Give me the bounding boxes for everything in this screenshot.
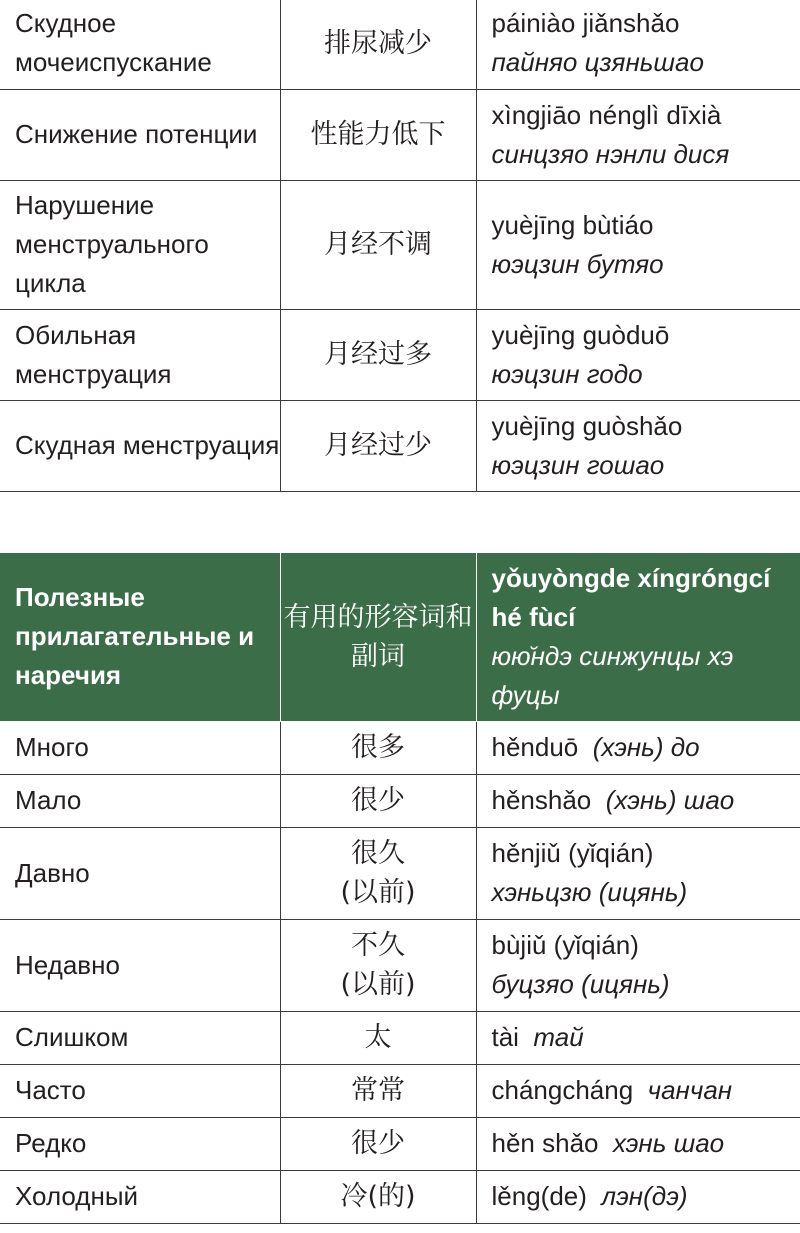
pinyin: chángcháng — [491, 1075, 634, 1105]
table-row — [0, 1011, 800, 1064]
chinese-term-main: 很久 — [351, 838, 405, 869]
pinyin: hěnjiǔ (yǐqián) — [491, 838, 654, 868]
pinyin: tài — [491, 1022, 519, 1052]
chinese-term — [280, 919, 476, 1011]
russian-term: Давно — [0, 827, 280, 919]
cyrillic-transcription: пайняо цзяньшао — [491, 47, 704, 78]
cyrillic-transcription: буцзяо (ицянь) — [491, 969, 670, 999]
cyrillic-transcription: хэнь шао — [612, 1128, 725, 1158]
transcription-cell — [476, 721, 800, 774]
russian-term: Часто — [0, 1064, 280, 1117]
russian-term: Холодный — [0, 1170, 280, 1223]
table-row — [0, 0, 800, 89]
table-row — [0, 1170, 800, 1223]
pinyin: yuèjīng bùtiáo — [491, 209, 654, 240]
chinese-term: 排尿减少 — [280, 0, 476, 89]
table-row — [0, 180, 800, 309]
table-row — [0, 919, 800, 1011]
cyrillic-transcription: (хэнь) до — [592, 732, 700, 762]
cyrillic-transcription: лэн(дэ) — [601, 1181, 688, 1211]
transcription-cell — [476, 400, 800, 491]
russian-term: Скудная менструация — [0, 400, 280, 491]
header-russian: Полезные прилагательные и наречия — [0, 553, 280, 721]
russian-term: Обильная менструация — [0, 309, 280, 400]
chinese-term: 月经过少 — [280, 400, 476, 491]
russian-term: Много — [0, 721, 280, 774]
transcription-cell — [476, 89, 800, 180]
transcription-cell — [476, 1170, 800, 1223]
chinese-term-extra: (以前) — [340, 877, 416, 908]
chinese-term: 性能力低下 — [280, 89, 476, 180]
russian-term: Слишком — [0, 1011, 280, 1064]
chinese-term: 常常 — [280, 1064, 476, 1117]
chinese-term: 很少 — [280, 774, 476, 827]
cyrillic-transcription: юэцзин гошао — [491, 449, 665, 480]
pinyin: hěnduō — [491, 732, 579, 762]
russian-term: Недавно — [0, 919, 280, 1011]
pinyin: hěn shǎo — [491, 1128, 599, 1158]
chinese-term: 月经不调 — [280, 180, 476, 309]
table-row — [0, 827, 800, 919]
transcription-cell — [476, 919, 800, 1011]
header-cyrillic: юю̆ндэ синжунцы хэ фуцы — [491, 640, 734, 710]
header-transcription — [476, 553, 800, 721]
pinyin: yuèjīng guòduō — [491, 319, 670, 350]
transcription-cell — [476, 0, 800, 89]
header-pinyin: yǒuyòngde xíngróngcí hé fùcí — [491, 562, 771, 632]
table-row — [0, 89, 800, 180]
transcription-cell — [476, 180, 800, 309]
russian-term: Нарушение менструального цикла — [0, 180, 280, 309]
cyrillic-transcription: юэцзин бутяо — [491, 248, 664, 279]
table-row — [0, 721, 800, 774]
cyrillic-transcription: юэцзин годо — [491, 358, 643, 389]
russian-term: Скудное мочеиспускание — [0, 0, 280, 89]
chinese-term: 太 — [280, 1011, 476, 1064]
pinyin: xìngjiāo nénglì dīxià — [491, 99, 722, 130]
cyrillic-transcription: (хэнь) шао — [605, 785, 735, 815]
russian-term: Редко — [0, 1117, 280, 1170]
russian-term: Снижение потенции — [0, 89, 280, 180]
table-row — [0, 400, 800, 491]
transcription-cell — [476, 827, 800, 919]
table-row — [0, 1064, 800, 1117]
chinese-term-main: 不久 — [351, 930, 405, 961]
table-row — [0, 309, 800, 400]
pinyin: páiniào jiǎnshǎo — [491, 8, 680, 39]
chinese-term: 很少 — [280, 1117, 476, 1170]
chinese-term: 很多 — [280, 721, 476, 774]
cyrillic-transcription: чанчан — [647, 1075, 733, 1105]
transcription-cell — [476, 774, 800, 827]
cyrillic-transcription: синцзяо нэнли дися — [491, 138, 730, 169]
table-header-row — [0, 553, 800, 721]
pinyin: bùjiǔ (yǐqián) — [491, 930, 639, 960]
header-chinese: 有用的形容词和副词 — [280, 553, 476, 721]
transcription-cell — [476, 1117, 800, 1170]
pinyin: hěnshǎo — [491, 785, 592, 815]
pinyin: yuèjīng guòshǎo — [491, 410, 683, 441]
cyrillic-transcription: хэньцзю (ицянь) — [491, 877, 688, 907]
chinese-term-extra: (以前) — [340, 969, 416, 1000]
transcription-cell — [476, 1064, 800, 1117]
pinyin: lěng(de) — [491, 1181, 587, 1211]
symptoms-table — [0, 0, 800, 492]
adjectives-table — [0, 553, 800, 1224]
russian-term: Мало — [0, 774, 280, 827]
table-row — [0, 774, 800, 827]
chinese-term — [280, 827, 476, 919]
chinese-term: 月经过多 — [280, 309, 476, 400]
chinese-term: 冷(的) — [280, 1170, 476, 1223]
transcription-cell — [476, 309, 800, 400]
transcription-cell — [476, 1011, 800, 1064]
table-row — [0, 1117, 800, 1170]
cyrillic-transcription: тай — [533, 1022, 584, 1052]
